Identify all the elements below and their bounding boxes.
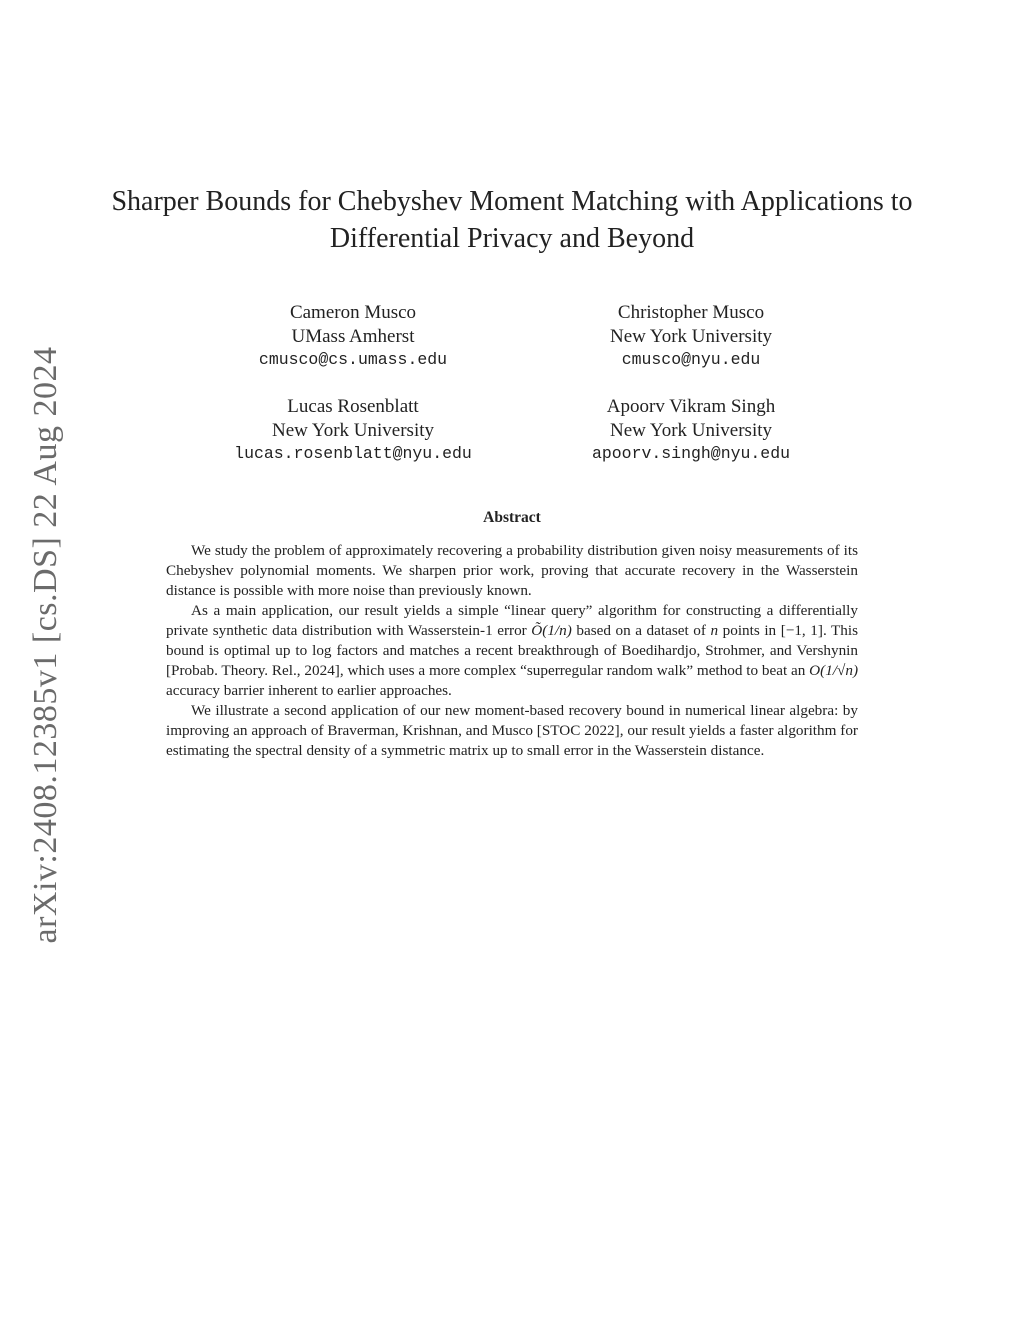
author-email[interactable]: apoorv.singh@nyu.edu — [591, 444, 791, 463]
abstract-paragraph: We study the problem of approximately recovering a probability distribution given noisy measurements of its Chebyshev polynomial moments. We sharpen prior work, proving that accurate recovery in the Wasserstein distance is possible with more noise than previously known. — [166, 542, 858, 599]
abstract-paragraph — [166, 601, 858, 701]
author-affiliation: New York University — [271, 419, 435, 441]
abstract-paragraph: We illustrate a second application of our new moment-based recovery bound in numerical linear algebra: by improving an approach of Braverman, Krishnan, and Musco [STOC 2022], our result yields a faster algorithm for estimating the spectral density of a symmetric matrix up to small error in the Wasserstein distance. — [166, 702, 858, 759]
math-expression: O(1/√n) — [809, 662, 858, 679]
author-name: Lucas Rosenblatt — [287, 396, 419, 417]
arxiv-identifier-stamp: arXiv:2408.12385v1 [cs.DS] 22 Aug 2024 — [27, 346, 64, 944]
math-expression: Õ(1/n) — [531, 622, 572, 639]
abstract-heading: Abstract — [483, 509, 541, 526]
math-expression: n — [710, 622, 719, 639]
math-expression: [−1, 1] — [780, 622, 823, 639]
abstract-body — [166, 541, 858, 761]
author-block — [521, 395, 861, 466]
abstract-text: As a main application, our result yields a simple “linear query” algorithm for constructing a differentially private synthetic data distribution with Wasserstein-1 error — [166, 602, 858, 639]
paper-title: Sharper Bounds for Chebyshev Moment Matching with Applications to Differential Privacy and Beyond — [111, 186, 913, 254]
abstract-text: based on a dataset of — [571, 622, 711, 639]
author-affiliation: New York University — [609, 325, 773, 347]
author-name: Apoorv Vikram Singh — [606, 396, 776, 417]
author-email[interactable]: cmusco@cs.umass.edu — [258, 350, 448, 369]
author-name: Cameron Musco — [289, 302, 417, 323]
author-affiliation: UMass Amherst — [291, 325, 415, 347]
author-block — [521, 301, 861, 372]
abstract-text: points in — [718, 622, 781, 639]
author-affiliation: New York University — [609, 419, 773, 441]
author-block — [183, 395, 523, 466]
abstract-text: accuracy barrier inherent to earlier approaches. — [166, 682, 452, 699]
author-block — [183, 301, 523, 372]
author-email[interactable]: cmusco@nyu.edu — [621, 350, 761, 369]
author-name: Christopher Musco — [617, 302, 765, 323]
author-email[interactable]: lucas.rosenblatt@nyu.edu — [234, 444, 472, 463]
abstract-text: . This bound is optimal up to log factors and matches a recent breakthrough of Boedihardjo, Strohmer, and Vershynin [Probab. Theory. Rel., 2024], which uses a more complex “superregular random walk” method to beat an — [166, 622, 859, 679]
